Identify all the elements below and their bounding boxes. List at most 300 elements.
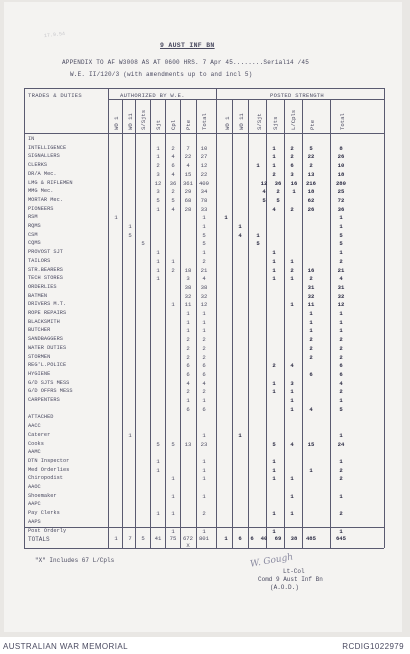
auth-value: 1	[171, 257, 175, 265]
posted-value: 1	[290, 301, 294, 309]
row-label: AAOC	[28, 484, 41, 490]
posted-value: 5	[262, 196, 266, 204]
row-label: ROPE REPAIRS	[28, 310, 67, 316]
row-label: PIONEERS	[28, 205, 54, 212]
posted-value: 25	[337, 188, 345, 196]
posted-value: 2	[309, 275, 313, 283]
posted-value: 12	[260, 179, 268, 187]
posted-value: 1	[272, 388, 276, 396]
auth-value: 3	[156, 188, 160, 196]
row-label: BLACKSMITH	[28, 318, 60, 325]
auth-value: 1	[202, 327, 206, 335]
posted-col-line	[330, 99, 331, 548]
trades-divider	[108, 88, 109, 548]
posted-value: 2	[339, 466, 343, 474]
auth-total: 41	[154, 535, 162, 542]
posted-value: 18	[307, 188, 315, 196]
auth-value: 1	[171, 510, 175, 518]
row-label: WATER DUTIES	[28, 344, 67, 351]
posted-total: 645	[335, 535, 347, 542]
auth-value: 2	[202, 510, 206, 518]
row-label: PROVOST SJT	[28, 249, 63, 256]
posted-value: 4	[290, 440, 294, 448]
row-label: SIGNALLERS	[28, 153, 60, 160]
posted-value: 1	[272, 162, 276, 170]
posted-value: 1	[272, 153, 276, 161]
row-label: G/D SJTS MESS	[28, 379, 70, 386]
posted-value: 1	[290, 275, 294, 283]
auth-value: 6	[171, 162, 175, 170]
posted-value: 1	[272, 475, 276, 483]
posted-value: 1	[339, 327, 343, 335]
row-label: Pay Clerks	[28, 510, 60, 517]
auth-value: 1	[156, 266, 160, 274]
posted-col-header: WO 11	[238, 113, 245, 130]
posted-value: 2	[309, 353, 313, 361]
posted-value: 4	[290, 362, 294, 370]
table-top-border	[24, 88, 384, 89]
posted-value: 1	[272, 457, 276, 465]
row-label: MORTAR Mec.	[28, 196, 63, 203]
auth-value: 1	[202, 457, 206, 465]
auth-value: 1	[202, 318, 206, 326]
auth-total: 5	[141, 535, 145, 542]
posted-value: 1	[272, 144, 276, 152]
posted-value: 1	[256, 231, 260, 239]
auth-value: 4	[202, 379, 206, 387]
posted-value: 72	[337, 196, 345, 204]
auth-value: 1	[171, 301, 175, 309]
row-label: Chiropodist	[28, 475, 63, 482]
posted-value: 26	[307, 205, 315, 213]
posted-value: 1	[309, 318, 313, 326]
we-reference: W.E. II/120/3 (with amendments up to and incl 5)	[70, 71, 253, 78]
auth-value: 2	[171, 188, 175, 196]
posted-value: 5	[276, 196, 280, 204]
posted-value: 1	[272, 275, 276, 283]
row-label: TAILORS	[28, 257, 51, 264]
posted-value: 1	[290, 510, 294, 518]
auth-value: 2	[202, 336, 206, 344]
auth-value: 2	[156, 162, 160, 170]
posted-value: 5	[272, 440, 276, 448]
posted-value: 2	[276, 188, 280, 196]
row-label: ORDERLIES	[28, 283, 57, 290]
posted-value: 1	[339, 527, 343, 535]
row-label: MMG Mec.	[28, 188, 54, 195]
auth-value: 5	[156, 440, 160, 448]
row-label: G/D OFFRS MESS	[28, 388, 73, 395]
posted-value: 4	[339, 275, 343, 283]
posted-value: 1	[272, 257, 276, 265]
posted-value: 36	[337, 205, 345, 213]
posted-value: 1	[238, 431, 242, 439]
auth-value: 1	[114, 214, 118, 222]
posted-value: 15	[307, 440, 315, 448]
posted-value: 1	[339, 318, 343, 326]
posted-value: 1	[339, 431, 343, 439]
appendix-heading: APPENDIX TO AF W3008 AS AT 0600 HRS. 7 Apr 45........Serial14 /45	[62, 59, 310, 66]
auth-total: 672	[182, 535, 194, 542]
posted-value: 62	[307, 196, 315, 204]
table-bottom-border	[24, 548, 384, 549]
auth-value: 1	[202, 214, 206, 222]
row-label: TECH STORES	[28, 275, 63, 282]
posted-total: 38	[290, 535, 298, 542]
auth-subrule	[108, 99, 216, 100]
posted-value: 31	[337, 283, 345, 291]
posted-value: 21	[337, 266, 345, 274]
auth-value: 5	[156, 196, 160, 204]
posted-value: 12	[337, 301, 345, 309]
posted-value: 1	[272, 266, 276, 274]
trades-header: TRADES & DUTIES	[28, 92, 83, 99]
posted-value: 2	[339, 510, 343, 518]
totals-label: TOTALS	[28, 536, 50, 543]
posted-value: 2	[272, 170, 276, 178]
posted-value: 1	[339, 214, 343, 222]
auth-value: 1	[156, 457, 160, 465]
total-sub-mark: X	[186, 542, 190, 549]
posted-subrule	[216, 99, 384, 100]
posted-value: 32	[307, 292, 315, 300]
row-label: STORMEN	[28, 353, 51, 360]
auth-value: 361	[182, 179, 194, 187]
auth-value: 2	[186, 344, 190, 352]
posted-value: 2	[339, 344, 343, 352]
posted-value: 5	[256, 240, 260, 248]
row-label: CQMS	[28, 240, 41, 247]
auth-value: 5	[128, 231, 132, 239]
posted-value: 6	[339, 362, 343, 370]
auth-value: 3	[156, 170, 160, 178]
posted-value: 4	[262, 188, 266, 196]
posted-value: 6	[290, 162, 294, 170]
auth-value: 4	[171, 205, 175, 213]
posted-total: 40	[260, 535, 268, 542]
posted-value: 8	[339, 144, 343, 152]
posted-value: 31	[307, 283, 315, 291]
auth-value: 21	[200, 266, 208, 274]
auth-total: 801	[198, 535, 210, 542]
auth-value: 4	[171, 170, 175, 178]
posted-value: 1	[339, 223, 343, 230]
posted-value: 1	[272, 466, 276, 474]
table-right-border	[384, 88, 385, 548]
auth-value: 38	[184, 283, 192, 291]
posted-value: 16	[307, 266, 315, 274]
row-label: INTELLIGENCE	[28, 144, 67, 151]
posted-value: 5	[339, 231, 343, 239]
auth-value: 1	[186, 327, 190, 335]
auth-value: 78	[200, 196, 208, 204]
posted-value: 2	[290, 153, 294, 161]
row-label: Caterer	[28, 431, 51, 438]
posted-value: 18	[337, 170, 345, 178]
posted-value: 1	[339, 310, 343, 317]
posted-col-header: Sjts	[272, 116, 279, 130]
auth-value: 1	[156, 249, 160, 257]
row-label: Post Orderly	[28, 527, 67, 534]
row-label: HYGIENE	[28, 370, 51, 377]
row-label: CLERKS	[28, 162, 48, 169]
signature: W. Gough	[249, 552, 294, 570]
auth-value: 1	[128, 431, 132, 439]
posted-value: 6	[309, 370, 313, 378]
posted-value: 10	[337, 162, 345, 170]
posted-total: 485	[305, 535, 317, 542]
auth-col-line	[122, 99, 123, 548]
auth-value: 22	[200, 170, 208, 178]
posted-value: 1	[272, 510, 276, 518]
auth-value: 3	[186, 275, 190, 283]
auth-value: 4	[171, 153, 175, 161]
auth-value: 2	[202, 388, 206, 396]
row-label: REG'L.POLICE	[28, 362, 67, 369]
row-label: DTN Inspector	[28, 457, 70, 464]
auth-value: 1	[156, 153, 160, 161]
auth-value: 1	[186, 397, 190, 404]
auth-value: 1	[186, 318, 190, 326]
posted-value: 2	[290, 266, 294, 274]
posted-value: 1	[339, 249, 343, 257]
auth-col-header: Pte	[185, 119, 192, 130]
posted-value: 4	[272, 205, 276, 213]
posted-value: 2	[339, 353, 343, 361]
auth-value: 4	[202, 275, 206, 283]
auth-value: 28	[184, 205, 192, 213]
posted-value: 2	[339, 388, 343, 396]
auth-col-header: WO 1	[113, 116, 120, 130]
posted-col-header: Pte	[309, 119, 316, 130]
row-label: DR/A Mec.	[28, 170, 57, 177]
auth-value: 6	[186, 370, 190, 378]
auth-col-line	[135, 99, 136, 548]
posted-value: 3	[290, 379, 294, 387]
auth-value: 4	[186, 379, 190, 387]
posted-value: 1	[309, 466, 313, 474]
auth-value: 10	[200, 144, 208, 152]
auth-col-header: Cpl	[170, 119, 177, 130]
posted-value: 1	[224, 214, 228, 222]
pencil-note: 17.9.54	[43, 30, 66, 40]
posted-value: 2	[339, 336, 343, 344]
auth-col-header: Sjt	[155, 119, 162, 130]
posted-value: 1	[290, 388, 294, 396]
auth-value: 12	[154, 179, 162, 187]
posted-total: 6	[238, 535, 242, 542]
posted-value: 280	[335, 179, 347, 187]
posted-value: 1	[339, 397, 343, 404]
auth-value: 29	[184, 188, 192, 196]
posted-value: 24	[337, 440, 345, 448]
posted-value: 1	[339, 457, 343, 465]
posted-col-header: Total	[339, 113, 346, 130]
auth-value: 12	[200, 301, 208, 309]
auth-value: 2	[202, 353, 206, 361]
auth-col-header: WO 11	[127, 113, 134, 130]
auth-value: 6	[202, 405, 206, 413]
auth-value: 38	[200, 283, 208, 291]
posted-value: 16	[290, 179, 298, 187]
posted-value: 1	[290, 492, 294, 500]
auth-value: 5	[171, 440, 175, 448]
posted-value: 5	[339, 405, 343, 413]
auth-col-header: S/Sjts	[140, 109, 147, 130]
auth-value: 1	[202, 223, 206, 230]
archive-name: AUSTRALIAN WAR MEMORIAL	[3, 642, 128, 651]
posted-value: 2	[309, 344, 313, 352]
auth-value: 2	[171, 144, 175, 152]
row-label: LMG & RIFLEMEN	[28, 179, 73, 186]
auth-value: 13	[184, 440, 192, 448]
auth-value: 2	[202, 344, 206, 352]
auth-value: 32	[200, 292, 208, 300]
posted-value: 216	[305, 179, 317, 187]
auth-total: 1	[114, 535, 118, 542]
auth-value: 7	[186, 144, 190, 152]
table-left-border	[24, 88, 25, 548]
auth-value: 33	[200, 205, 208, 213]
posted-value: 1	[290, 397, 294, 404]
posted-value: 1	[339, 492, 343, 500]
auth-value: 1	[186, 310, 190, 317]
posted-value: 13	[307, 170, 315, 178]
auth-value: 1	[171, 492, 175, 500]
posted-value: 4	[339, 379, 343, 387]
posted-value: 1	[272, 249, 276, 257]
row-label: AAMC	[28, 449, 41, 456]
auth-value: 68	[184, 196, 192, 204]
auth-value: 1	[202, 492, 206, 500]
posted-value: 5	[339, 240, 343, 248]
posted-value: 2	[309, 336, 313, 344]
row-label: CSM	[28, 231, 38, 238]
posted-value: 2	[339, 475, 343, 483]
auth-value: 1	[156, 144, 160, 152]
auth-value: 1	[202, 249, 206, 257]
row-label: AAPC	[28, 501, 41, 508]
posted-value: 6	[339, 370, 343, 378]
auth-value: 6	[202, 362, 206, 370]
posted-value: 1	[238, 223, 242, 230]
row-label: SANDBAGGERS	[28, 336, 63, 343]
posted-col-line	[232, 99, 233, 548]
auth-value: 18	[184, 266, 192, 274]
posted-value: 2	[290, 144, 294, 152]
auth-value: 5	[171, 196, 175, 204]
auth-value: 34	[200, 188, 208, 196]
auth-value: 5	[141, 240, 145, 248]
archive-reference: RCDIG1022979	[342, 642, 404, 651]
auth-value: 11	[184, 301, 192, 309]
posted-value: 1	[309, 310, 313, 317]
posted-col-line	[248, 99, 249, 548]
auth-value: 23	[200, 440, 208, 448]
unit-heading: 9 AUST INF BN	[160, 42, 215, 49]
auth-col-header: Total	[201, 113, 208, 130]
row-label: Shoemaker	[28, 492, 57, 499]
posted-col-header: S/Sjt	[256, 113, 263, 130]
auth-value: 1	[202, 397, 206, 404]
auth-value: 2	[186, 353, 190, 361]
auth-value: 1	[202, 475, 206, 483]
auth-value: 1	[202, 466, 206, 474]
auth-value: 36	[169, 179, 177, 187]
auth-value: 1	[156, 257, 160, 265]
posted-value: 1	[290, 257, 294, 265]
posted-value: 2	[290, 205, 294, 213]
auth-value: 1	[156, 466, 160, 474]
auth-value: 1	[128, 223, 132, 230]
auth-value: 409	[198, 179, 210, 187]
auth-total: 7	[128, 535, 132, 542]
auth-total: 75	[169, 535, 177, 542]
auth-value: 1	[156, 205, 160, 213]
posted-value: 1	[272, 379, 276, 387]
posted-value: 5	[309, 144, 313, 152]
posted-value: 36	[274, 179, 282, 187]
auth-value: 1	[156, 275, 160, 283]
auth-value: 15	[184, 170, 192, 178]
posted-total: 69	[274, 535, 282, 542]
auth-value: 4	[186, 162, 190, 170]
signatory-rank: Lt-Col	[283, 568, 305, 575]
posted-value: 2	[339, 257, 343, 265]
posted-value: 4	[238, 231, 242, 239]
posted-value: 1	[290, 405, 294, 413]
posted-value: 22	[307, 153, 315, 161]
auth-value: 6	[202, 370, 206, 378]
posted-value: 1	[290, 475, 294, 483]
auth-value: 1	[171, 475, 175, 483]
row-label: RSM	[28, 214, 38, 221]
auth-value: 1	[171, 527, 175, 535]
row-label: Med Orderlies	[28, 466, 70, 473]
posted-col-header: WO 1	[224, 116, 231, 130]
row-label: DRIVERS M.T.	[28, 301, 67, 308]
posted-value: 11	[307, 301, 315, 309]
auth-value: 22	[184, 153, 192, 161]
posted-value: 2	[309, 162, 313, 170]
posted-value: 26	[337, 153, 345, 161]
auth-value: 6	[186, 362, 190, 370]
auth-value: 32	[184, 292, 192, 300]
posted-col-header: L/Cpls	[290, 109, 297, 130]
row-label: RQMS	[28, 223, 41, 229]
row-label: CARPENTERS	[28, 397, 60, 403]
authorized-header: AUTHORIZED BY W.E.	[120, 92, 185, 99]
posted-value: 1	[256, 162, 260, 170]
auth-value: 5	[202, 240, 206, 248]
posted-value: 1	[309, 327, 313, 335]
auth-value: 27	[200, 153, 208, 161]
posted-total: 1	[224, 535, 228, 542]
row-label: STR.BEARERS	[28, 266, 63, 273]
row-label: Cooks	[28, 440, 44, 447]
row-label: ATTACHED	[28, 414, 54, 421]
auth-value: 1	[156, 510, 160, 518]
auth-value: 1	[202, 310, 206, 317]
signatory-command: Comd 9 Aust Inf Bn	[258, 576, 323, 583]
posted-value: 3	[290, 170, 294, 178]
posted-value: 2	[272, 362, 276, 370]
row-label: BUTCHER	[28, 327, 51, 334]
footnote: "X" Includes 67 L/Cpls	[35, 557, 115, 564]
signatory-aod: (A.O.D.)	[270, 584, 299, 591]
group-divider	[216, 88, 217, 548]
archive-footer	[0, 637, 410, 654]
